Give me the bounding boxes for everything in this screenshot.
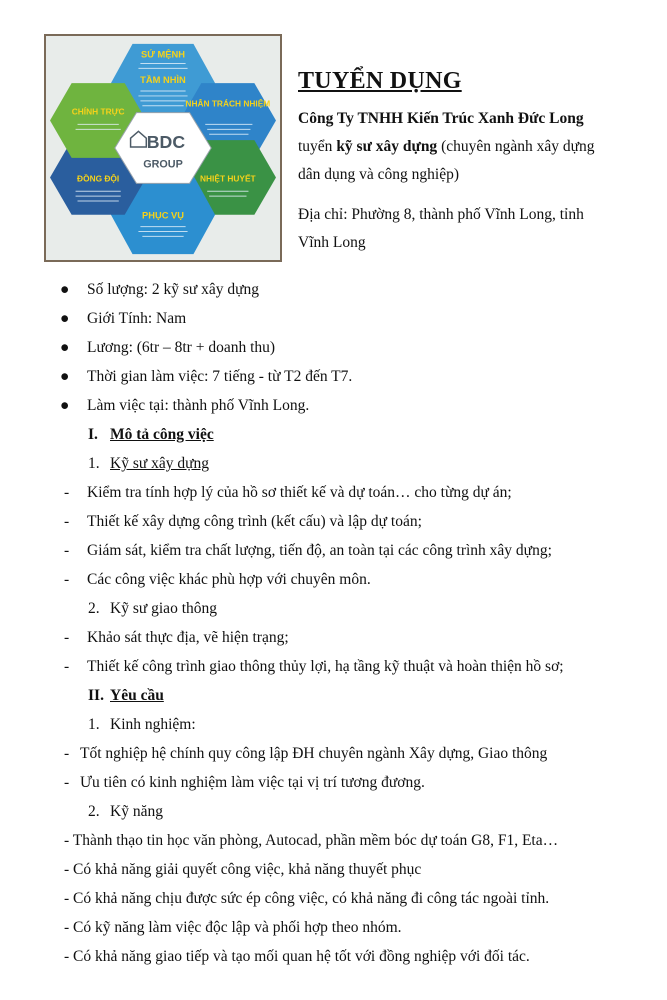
header-block [298, 68, 638, 257]
list-item: - Khảo sát thực địa, vẽ hiện trạng; [64, 629, 289, 646]
logo-brand: BDC [146, 132, 186, 152]
address-line-2: Vĩnh Long [298, 234, 366, 251]
list-item: - Thiết kế xây dựng công trình (kết cấu) và lập dự toán; [64, 513, 422, 530]
list-item: - Thành thạo tin học văn phòng, Autocad, phần mềm bóc dự toán G8, F1, Eta… [64, 832, 559, 849]
subsection-heading: 2. Kỹ năng [88, 803, 163, 820]
list-item: - Các công việc khác phù hợp với chuyên môn. [64, 571, 371, 588]
segment-title-2: NHIỆT HUYẾT [200, 173, 256, 184]
job-details [60, 275, 640, 971]
list-item: ● Số lượng: 2 kỹ sư xây dựng [60, 275, 640, 304]
bullet-icon: ● [60, 310, 70, 327]
bullet-icon: ● [60, 339, 70, 356]
hexagon-logo-graphic [46, 36, 280, 260]
subsection-heading: 1. Kinh nghiệm: [88, 716, 196, 733]
company-name: Công Ty TNHH Kiến Trúc Xanh Đức Long [298, 110, 584, 127]
section-heading-1: I. Mô tả công việc [88, 426, 214, 443]
list-item: - Có khả năng giao tiếp và tạo mối quan hệ tốt với đồng nghiệp với đối tác. [64, 948, 530, 965]
list-item: ● Giới Tính: Nam [60, 304, 640, 333]
address-line-1: Địa chỉ: Phường 8, thành phố Vĩnh Long, tỉnh [298, 206, 584, 223]
segment-title-1: NHÂN TRÁCH NHIỆM [185, 98, 271, 109]
list-item: ● Lương: (6tr – 8tr + doanh thu) [60, 333, 640, 362]
bullet-icon: ● [60, 281, 70, 298]
recruit-line-2: dân dụng và công nghiệp) [298, 166, 459, 183]
list-item: - Có khả năng chịu được sức ép công việc, có khả năng đi công tác ngoài tỉnh. [64, 890, 550, 907]
bullet-icon: ● [60, 397, 70, 414]
recruit-position: kỹ sư xây dựng [336, 138, 438, 155]
segment-title-3: PHỤC VỤ [142, 210, 184, 221]
company-logo-image [44, 34, 282, 262]
bullet-icon: ● [60, 368, 70, 385]
segment-subtitle-0: TẦM NHÌN [140, 75, 186, 86]
list-item: - Có kỹ năng làm việc độc lập và phối hợp theo nhóm. [64, 919, 402, 936]
segment-title-0: SỨ MỆNH [140, 49, 186, 60]
recruit-prefix: tuyển [298, 138, 337, 155]
list-item: - Ưu tiên có kinh nghiệm làm việc tại vị trí tương đương. [64, 774, 425, 791]
list-item: - Giám sát, kiểm tra chất lượng, tiến độ, an toàn tại các công trình xây dựng; [64, 542, 552, 559]
subsection-heading: 1. Kỹ sư xây dựng [88, 455, 210, 472]
list-item: - Thiết kế công trình giao thông thủy lợi, hạ tầng kỹ thuật và hoàn thiện hồ sơ; [64, 658, 564, 675]
logo-group: GROUP [143, 158, 183, 171]
list-item: - Có khả năng giải quyết công việc, khả năng thuyết phục [64, 861, 422, 878]
list-item: ● Thời gian làm việc: 7 tiếng - từ T2 đến T7. [60, 362, 640, 391]
subsection-heading: 2. Kỹ sư giao thông [88, 600, 217, 617]
page-title: TUYỂN DỤNG [298, 68, 462, 94]
list-item: ● Làm việc tại: thành phố Vĩnh Long. [60, 391, 640, 420]
section-heading-2: II. Yêu cầu [88, 687, 164, 704]
list-item: - Tốt nghiệp hệ chính quy công lập ĐH chuyên ngành Xây dựng, Giao thông [64, 745, 548, 762]
list-item: - Kiểm tra tính hợp lý của hồ sơ thiết kế và dự toán… cho từng dự án; [64, 484, 512, 501]
recruit-suffix: (chuyên ngành xây dựng [437, 138, 595, 155]
recruit-line [298, 133, 638, 161]
segment-title-5: CHÍNH TRỰC [71, 106, 125, 117]
segment-title-4: ĐỒNG ĐỘI [77, 173, 120, 184]
